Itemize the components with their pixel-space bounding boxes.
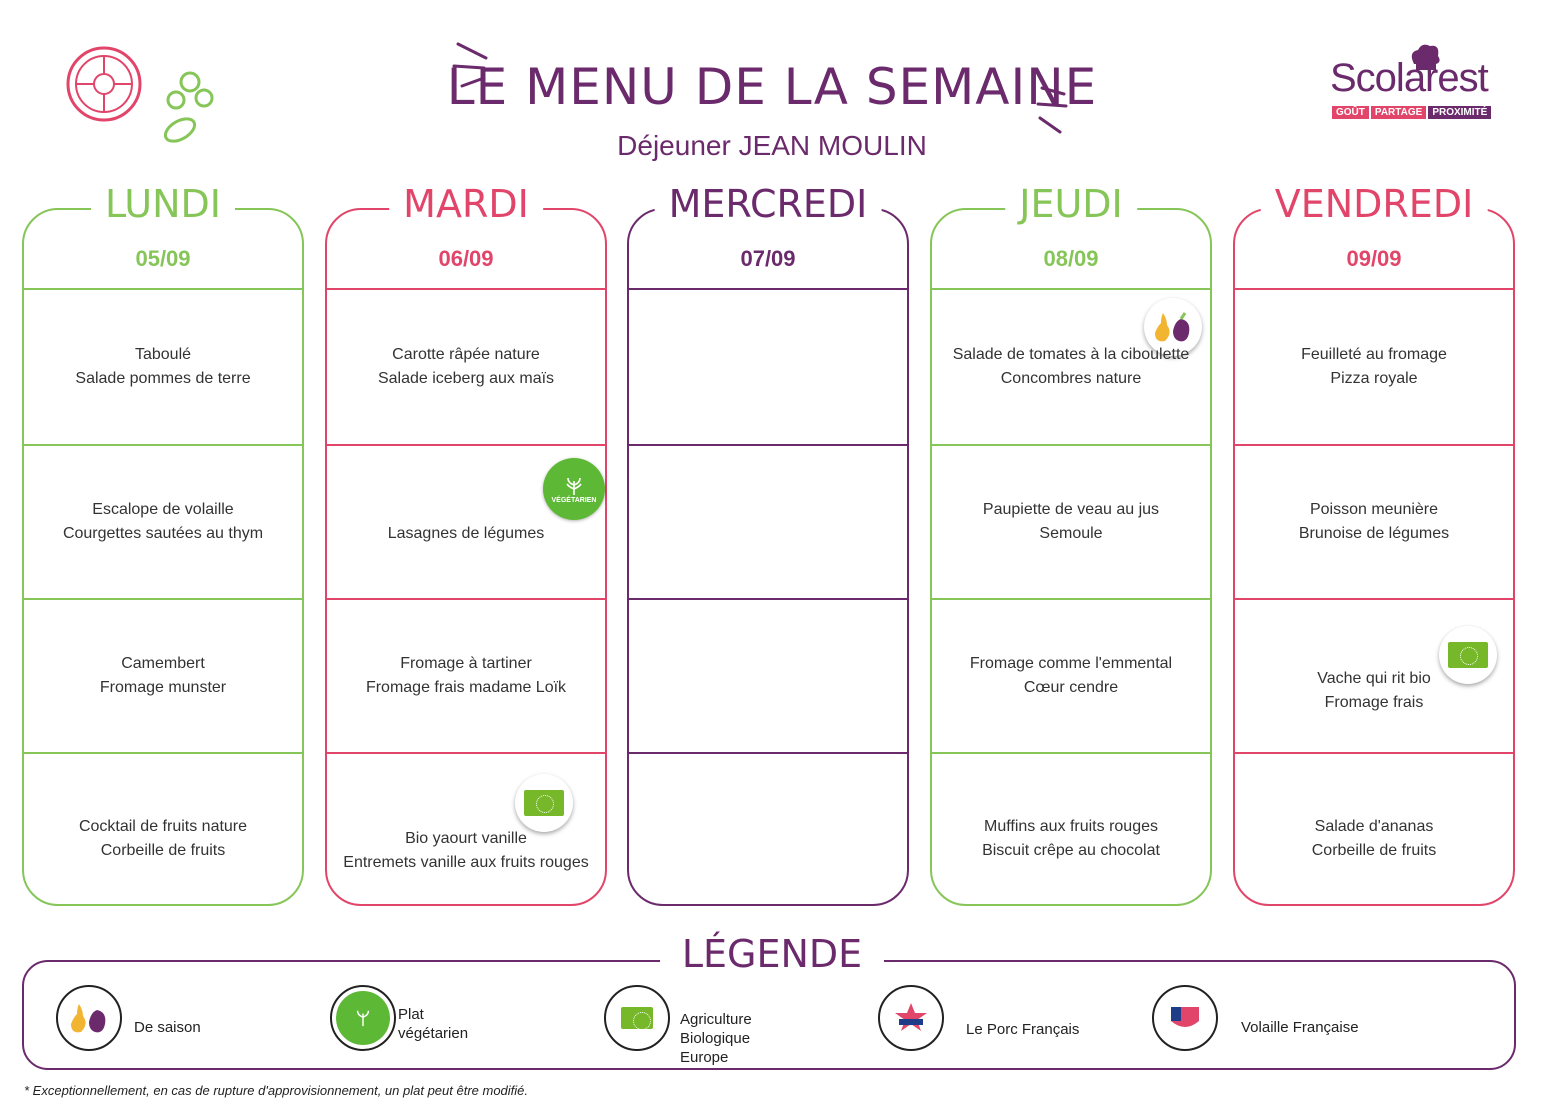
day-date: 08/09 xyxy=(1043,246,1099,271)
day-column-lundi xyxy=(22,182,304,906)
vegetarian-badge-icon: VÉGÉTARIEN xyxy=(543,458,605,520)
legend-french-pork-icon xyxy=(878,985,944,1051)
menu-dessert: Cocktail de fruits nature Corbeille de fruits xyxy=(78,818,248,859)
legend-label-french-pork: Le Porc Français xyxy=(966,1021,1080,1038)
menu-fromage: Fromage à tartiner Fromage frais madame Loïk xyxy=(365,655,567,696)
menu-dessert: Salade d'ananas Corbeille de fruits xyxy=(1311,818,1437,859)
tagline-proximite: PROXIMITÉ xyxy=(1428,106,1491,119)
menu-entree: Taboulé Salade pommes de terre xyxy=(75,346,251,387)
day-column-vendredi xyxy=(1233,182,1515,906)
menu-fromage: Camembert Fromage munster xyxy=(99,655,227,696)
legend-title: LÉGENDE xyxy=(0,932,1544,976)
menu-plat: Paupiette de veau au jus Semoule xyxy=(982,501,1160,542)
brand-name: Scolarest xyxy=(1330,56,1488,100)
legend-label-organic: Agriculture Biologique Europe xyxy=(680,1011,752,1066)
menu-entree: Salade de tomates à la ciboulette Concombres nature xyxy=(952,346,1190,387)
menu-plat: Lasagnes de légumes xyxy=(387,525,545,542)
menu-dessert: Bio yaourt vanille Entremets vanille aux fruits rouges xyxy=(343,830,589,871)
day-date: 05/09 xyxy=(135,246,191,271)
menu-entree: Carotte râpée nature Salade iceberg aux maïs xyxy=(377,346,555,387)
day-column-jeudi xyxy=(930,182,1212,906)
legend-seasonal-icon xyxy=(56,985,122,1051)
day-date: 09/09 xyxy=(1346,246,1402,271)
menu-plat: Poisson meunière Brunoise de légumes xyxy=(1298,501,1450,542)
footnote: * Exceptionnellement, en cas de rupture d'approvisionnement, un plat peut être modifié. xyxy=(24,1083,529,1098)
legend-french-poultry-icon xyxy=(1152,985,1218,1051)
day-name: LUNDI xyxy=(91,182,235,226)
day-name: MERCREDI xyxy=(655,182,882,226)
menu-plat: Escalope de volaille Courgettes sautées au thym xyxy=(62,501,264,542)
brand-logo xyxy=(1330,42,1510,126)
tagline-gout: GOÛT xyxy=(1332,106,1369,119)
day-name: JEUDI xyxy=(1005,182,1137,226)
page-title: LE MENU DE LA SEMAINE xyxy=(446,58,1098,116)
day-date: 06/09 xyxy=(438,246,494,271)
legend-vegetarian-icon xyxy=(330,985,396,1051)
page-subtitle: Déjeuner JEAN MOULIN xyxy=(617,130,927,161)
menu-entree: Feuilleté au fromage Pizza royale xyxy=(1301,346,1447,387)
legend-label-french-poultry: Volaille Française xyxy=(1241,1019,1359,1036)
menu-dessert: Muffins aux fruits rouges Biscuit crêpe au chocolat xyxy=(982,818,1160,859)
menu-fromage: Vache qui rit bio Fromage frais xyxy=(1317,670,1431,711)
legend-organic-icon xyxy=(604,985,670,1051)
day-column-mardi xyxy=(325,182,607,906)
legend-label-seasonal: De saison xyxy=(134,1019,201,1036)
day-name: VENDREDI xyxy=(1261,182,1488,226)
day-column-mercredi xyxy=(627,182,909,906)
day-name: MARDI xyxy=(389,182,543,226)
tagline-partage: PARTAGE xyxy=(1371,106,1426,119)
menu-fromage: Fromage comme l'emmental Cœur cendre xyxy=(969,655,1173,696)
day-date: 07/09 xyxy=(740,246,796,271)
legend-label-vegetarian: Plat végétarien xyxy=(398,1006,469,1042)
